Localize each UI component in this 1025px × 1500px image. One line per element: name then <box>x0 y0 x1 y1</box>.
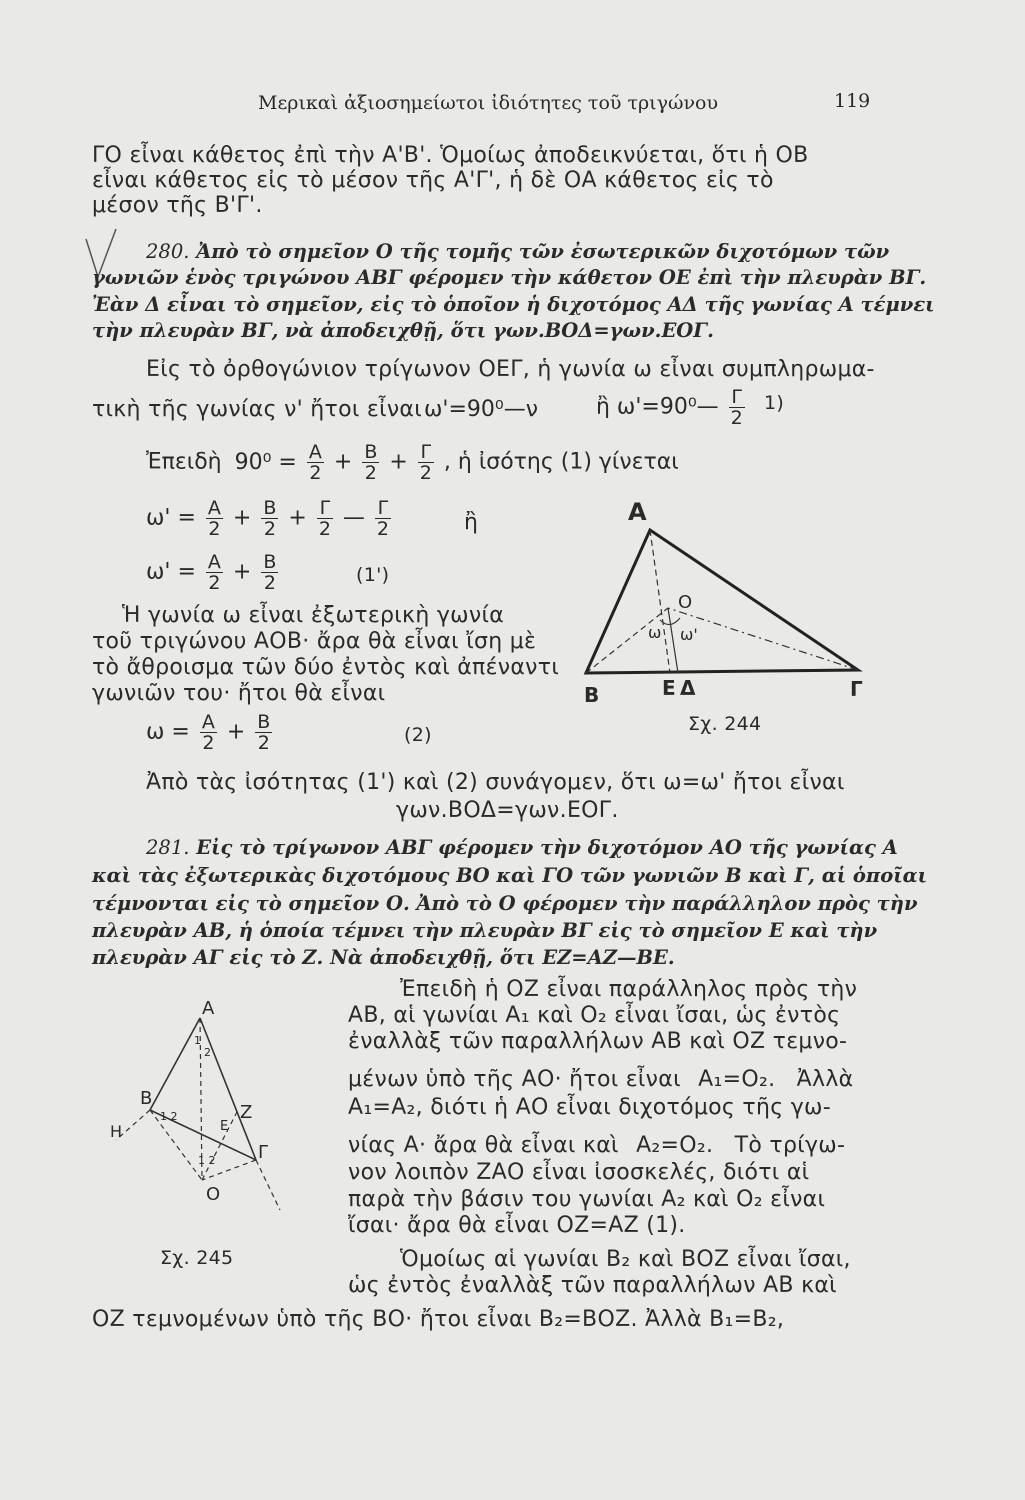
equation-1-prime <box>146 552 281 593</box>
solution-281-text-6c: Τὸ τρίγω- <box>734 1133 846 1158</box>
frac-numerator: Γ <box>731 386 742 408</box>
frac-denominator: 2 <box>318 518 331 540</box>
fig244-label-omega: ω <box>648 623 662 642</box>
frac-denominator: 2 <box>261 518 278 539</box>
frac-numerator: Α <box>207 497 221 519</box>
equation-omega-prime-expanded <box>146 498 394 539</box>
solution-281-text-4c: Ἀλλὰ <box>796 1067 854 1092</box>
frac-denominator: 2 <box>261 572 278 593</box>
frac-numerator: Γ <box>420 441 432 463</box>
solution-281-line-8: παρὰ τὴν βάσιν του γωνίαι Α₂ καὶ Ο₂ εἶναι <box>348 1187 826 1212</box>
frac-denominator: 2 <box>307 462 324 483</box>
fig244-label-g: Γ <box>850 677 863 701</box>
frac-numerator: Β <box>263 497 277 519</box>
problem-281-line-1 <box>146 836 898 859</box>
equation-omega-prime-2-lhs: ἢ ω'=90⁰— <box>596 394 719 420</box>
solution-281-line-6 <box>348 1133 845 1158</box>
problem-281-number: 281. <box>146 836 190 859</box>
problem-281-line-5: πλευρὰν ΑΓ εἰς τὸ Ζ. Νὰ ἀποδειχθῇ, ὅτι ΕΖ=ΑΖ—ΒΕ. <box>92 946 675 969</box>
fig244-label-omega-prime: ω' <box>680 625 698 644</box>
equation-2 <box>146 712 275 753</box>
frac-numerator: Β <box>364 441 378 463</box>
side-ag <box>200 1018 256 1160</box>
plus-sign: + <box>333 449 353 475</box>
intro-line-2: εἶναι κάθετος εἰς τὸ μέσον τῆς Α'Γ', ἡ δὲ ΟΑ κάθετος εἰς τὸ <box>92 168 774 193</box>
frac-denominator: 2 <box>362 462 379 483</box>
fig245-angle-b: 1 2 <box>160 1110 178 1123</box>
frac-numerator: Γ <box>377 497 389 519</box>
problem-280-text-1: Ἀπὸ τὸ σημεῖον Ο τῆς τομῆς τῶν ἐσωτερικῶν διχοτόμων τῶν <box>196 240 890 263</box>
omega-prime-equals: ω' = <box>146 505 196 531</box>
solution-281-line-4 <box>348 1067 853 1092</box>
frac-denominator: 2 <box>419 462 432 484</box>
frac-denominator: 2 <box>376 518 390 540</box>
solution-280-line-8: γων.ΒΟΔ=γων.ΕΟΓ. <box>396 798 619 823</box>
fig244-label-o: Ο <box>678 592 693 613</box>
omega-equals: ω = <box>146 719 190 745</box>
frac-numerator: Α <box>201 711 215 733</box>
plus-sign: + <box>389 449 408 475</box>
intro-line-3: μέσον τῆς Β'Γ'. <box>92 193 263 218</box>
problem-280-line-3: Ἐὰν Δ εἶναι τὸ σημεῖον, εἰς τὸ ὁποῖον ἡ διχοτόμος ΑΔ τῆς γωνίας Α τέμνει <box>92 293 935 316</box>
solution-281-line-11: ὡς ἐντὸς ἐναλλὰξ τῶν παραλλήλων ΑΒ καὶ <box>348 1273 837 1298</box>
triangle-abc <box>586 530 858 673</box>
plus-sign: + <box>226 719 246 745</box>
solution-281-line-2: ΑΒ, αἱ γωνίαι Α₁ καὶ Ο₂ εἶναι ἴσαι, ὡς ἐντὸς <box>348 1003 841 1028</box>
frac-denominator: 2 <box>730 407 743 429</box>
fig245-angle-2: 2 <box>204 1046 211 1059</box>
solution-281-line-5: Α₁=Α₂, διότι ἡ ΑΟ εἶναι διχοτόμος τῆς γω- <box>348 1095 831 1120</box>
problem-280-line-2: γωνιῶν ἑνὸς τριγώνου ΑΒΓ φέρομεν τὴν κάθετον ΟΕ ἐπὶ τὴν πλευρὰν ΒΓ. <box>92 266 927 289</box>
solution-281-line-9: ἴσαι· ἄρα θὰ εἶναι ΟΖ=ΑΖ (1). <box>348 1213 686 1238</box>
fig245-angle-1: 1 <box>194 1034 201 1047</box>
figure-245 <box>110 1000 300 1230</box>
problem-281-line-4: πλευρὰν ΑΒ, ἡ ὁποία τέμνει τὴν πλευρὰν ΒΓ εἰς τὸ σημεῖον Ε καὶ τὴν <box>92 919 878 942</box>
frac-numerator: Α <box>308 441 322 463</box>
solution-280-line-4: τοῦ τριγώνου ΑΟΒ· ἄρα θὰ εἶναι ἴση μὲ <box>92 629 537 654</box>
problem-280-line-1 <box>146 240 889 263</box>
page-number: 119 <box>834 90 871 112</box>
solution-281-line-3: ἐναλλὰξ τῶν παραλλήλων ΑΒ καὶ ΟΖ τεμνο- <box>348 1029 848 1054</box>
fig244-label-a: Α <box>628 498 647 526</box>
perpendicular-oe <box>668 608 678 673</box>
equation-omega-prime-1: ω'=90⁰—ν <box>424 397 539 422</box>
problem-280-line-4: τὴν πλευρὰν ΒΓ, νὰ ἀποδειχθῇ, ὅτι γων.ΒΟΔ=γων.ΕΟΓ. <box>92 319 714 342</box>
frac-denominator: 2 <box>206 518 223 539</box>
ninety-equals: 90⁰ = <box>234 449 297 475</box>
problem-281-text-1: Εἰς τὸ τρίγωνον ΑΒΓ φέρομεν τὴν διχοτόμον ΑΟ τῆς γωνίας Α <box>196 836 898 859</box>
extension-g <box>256 1160 280 1210</box>
equation-label-1-prime: (1') <box>356 564 390 586</box>
solution-280-line-2 <box>92 397 422 422</box>
frac-denominator: 2 <box>206 572 223 593</box>
frac-denominator: 2 <box>255 732 272 753</box>
fig244-label-b: Β <box>584 683 600 707</box>
fig245-label-g: Γ <box>258 1142 269 1163</box>
solution-281-text-4a: μένων ὑπὸ τῆς ΑΟ· ἤτοι εἶναι <box>348 1067 681 1092</box>
intro-line-1: ΓΟ εἶναι κάθετος ἐπὶ τὴν Α'Β'. Ὁμοίως ἀποδεικνύεται, ὅτι ἡ ΟΒ <box>92 143 809 168</box>
frac-denominator: 2 <box>200 732 217 753</box>
or-word: ἢ <box>464 510 478 535</box>
solution-280-text-2a: τικὴ τῆς γωνίας ν' ἤτοι εἶναι <box>92 397 422 422</box>
frac-numerator: Γ <box>319 497 331 519</box>
omega-prime-equals: ω' = <box>146 559 196 585</box>
fig244-label-e: Ε <box>662 676 676 700</box>
frac-numerator: Β <box>263 551 277 573</box>
fig245-label-o: Ο <box>206 1184 221 1205</box>
solution-281-text-6a: νίας Α· ἄρα θὰ εἶναι καὶ <box>348 1133 619 1158</box>
problem-281-line-2: καὶ τὰς ἐξωτερικὰς διχοτόμους ΒΟ καὶ ΓΟ τῶν γωνιῶν Β καὶ Γ, αἱ ὁποῖαι <box>92 864 928 887</box>
solution-280-line-7: Ἀπὸ τὰς ἰσότητας (1') καὶ (2) συνάγομεν, ὅτι ω=ω' ἤτοι εἶναι <box>146 770 845 795</box>
solution-280-line-6: γωνιῶν του· ἤτοι θὰ εἶναι <box>92 681 386 706</box>
equation-label-2: (2) <box>404 724 432 746</box>
plus-sign: + <box>232 505 252 531</box>
problem-280-number: 280. <box>146 240 190 263</box>
equation-label-1: 1) <box>764 392 785 414</box>
isothta-text: , ἡ ἰσότης (1) γίνεται <box>443 449 679 475</box>
solution-280-line-1: Εἰς τὸ ὀρθογώνιον τρίγωνον ΟΕΓ, ἡ γωνία ω εἶναι συμπληρωμα- <box>146 357 875 382</box>
equation-omega-prime-2 <box>596 387 748 428</box>
solution-281-line-7: νον λοιπὸν ΖΑΟ εἶναι ἰσοσκελές, διότι αἱ <box>348 1160 810 1185</box>
epeidh-word: Ἐπειδὴ <box>146 449 222 475</box>
fig245-label-e: Ε <box>220 1119 229 1134</box>
frac-numerator: Β <box>257 711 271 733</box>
equation-ninety-sum <box>146 442 679 483</box>
solution-281-line-12: ΟΖ τεμνομένων ὑπὸ τῆς ΒΟ· ἤτοι εἶναι Β₂=ΒΟΖ. Ἀλλὰ Β₁=Β₂, <box>92 1307 785 1332</box>
plus-sign: + <box>232 559 252 585</box>
side-ab <box>150 1018 200 1110</box>
solution-280-line-3: Ἡ γωνία ω εἶναι ἐξωτερικὴ γωνία <box>122 603 505 628</box>
angle-equality-a2-o2: Α₂=Ο₂. <box>636 1133 714 1158</box>
fig245-label-z: Ζ <box>240 1102 253 1123</box>
fig245-label-h: Η <box>110 1122 123 1141</box>
fig245-label-a: Α <box>202 1000 215 1019</box>
minus-sign: — <box>342 505 365 531</box>
running-header-title: Μερικαὶ ἀξιοσημείωτοι ἰδιότητες τοῦ τριγώνου <box>258 92 718 114</box>
fig244-label-d: Δ <box>680 676 696 700</box>
plus-sign: + <box>288 505 307 531</box>
figure-244-caption: Σχ. 244 <box>688 713 762 735</box>
figure-244 <box>570 490 890 740</box>
solution-281-line-1: Ἐπειδὴ ἡ ΟΖ εἶναι παράλληλος πρὸς τὴν <box>400 977 858 1002</box>
solution-281-line-10: Ὁμοίως αἱ γωνίαι Β₂ καὶ ΒΟΖ εἶναι ἴσαι, <box>400 1247 851 1272</box>
frac-numerator: Α <box>207 551 221 573</box>
fig245-angle-o: 1 2 <box>198 1154 216 1167</box>
problem-281-line-3: τέμνονται εἰς τὸ σημεῖον Ο. Ἀπὸ τὸ Ο φέρομεν τὴν παράλληλον πρὸς τὴν <box>92 892 918 915</box>
bisector-ad <box>650 530 670 673</box>
solution-280-line-5: τὸ ἄθροισμα τῶν δύο ἐντὸς καὶ ἀπέναντι <box>92 655 560 680</box>
fig245-label-b: Β <box>140 1088 153 1109</box>
figure-245-caption: Σχ. 245 <box>160 1247 234 1269</box>
angle-equality-a1-o2: Α₁=Ο₂. <box>698 1067 776 1092</box>
